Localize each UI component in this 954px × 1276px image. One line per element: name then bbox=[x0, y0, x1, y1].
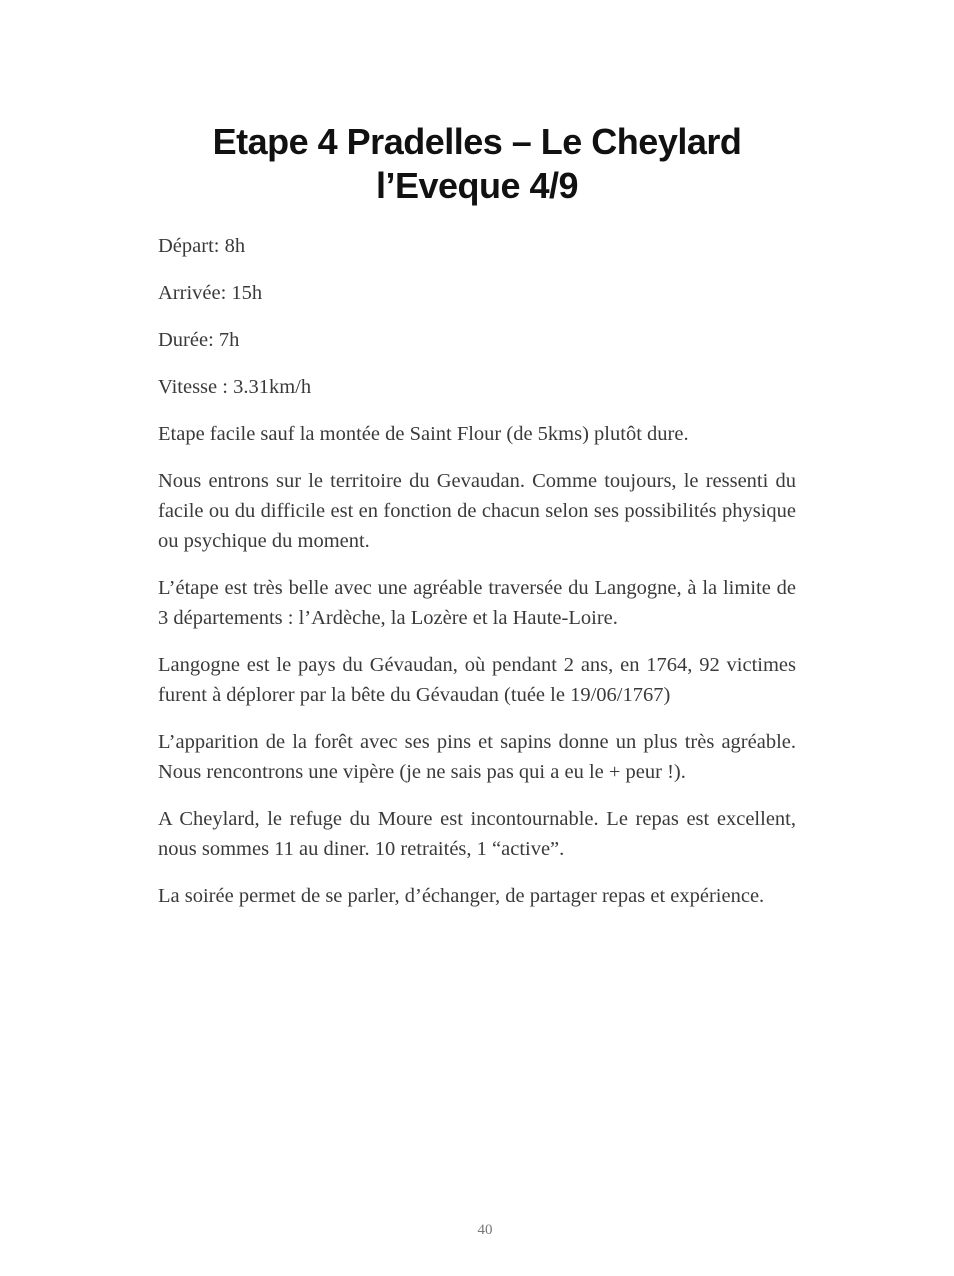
info-duree: Durée: 7h bbox=[158, 329, 240, 351]
info-vitesse: Vitesse : 3.31km/h bbox=[158, 376, 312, 398]
paragraph: Langogne est le pays du Gévaudan, où pendant 2 ans, en 1764, 92 victimes furent à déplorer par la bête du Gévaudan (tuée le 19/06/1767) bbox=[158, 654, 796, 706]
page-number: 40 bbox=[477, 1222, 493, 1238]
title-line-2: l’Eveque 4/9 bbox=[375, 165, 579, 206]
paragraph: Nous entrons sur le territoire du Gevaudan. Comme toujours, le ressenti du facile ou du difficile est en fonction de chacun selon ses possibilités physique ou psychique du moment. bbox=[158, 470, 796, 552]
paragraph: La soirée permet de se parler, d’échanger, de partager repas et expérience. bbox=[158, 885, 765, 907]
info-depart: Départ: 8h bbox=[158, 235, 246, 257]
page-title bbox=[0, 120, 954, 208]
title-line-1: Etape 4 Pradelles – Le Cheylard bbox=[212, 121, 742, 162]
paragraph: L’étape est très belle avec une agréable traversée du Langogne, à la limite de 3 départements : l’Ardèche, la Lozère et la Haute-Loire. bbox=[158, 577, 796, 629]
document-body bbox=[158, 231, 796, 928]
info-arrivee: Arrivée: 15h bbox=[158, 282, 263, 304]
paragraph: L’apparition de la forêt avec ses pins et sapins donne un plus très agréable. Nous rencontrons une vipère (je ne sais pas qui a eu le + peur !). bbox=[158, 731, 796, 783]
paragraph: Etape facile sauf la montée de Saint Flour (de 5kms) plutôt dure. bbox=[158, 423, 689, 445]
paragraph: A Cheylard, le refuge du Moure est incontournable. Le repas est excellent, nous sommes 11 au diner. 10 retraités, 1 “active”. bbox=[158, 808, 796, 860]
